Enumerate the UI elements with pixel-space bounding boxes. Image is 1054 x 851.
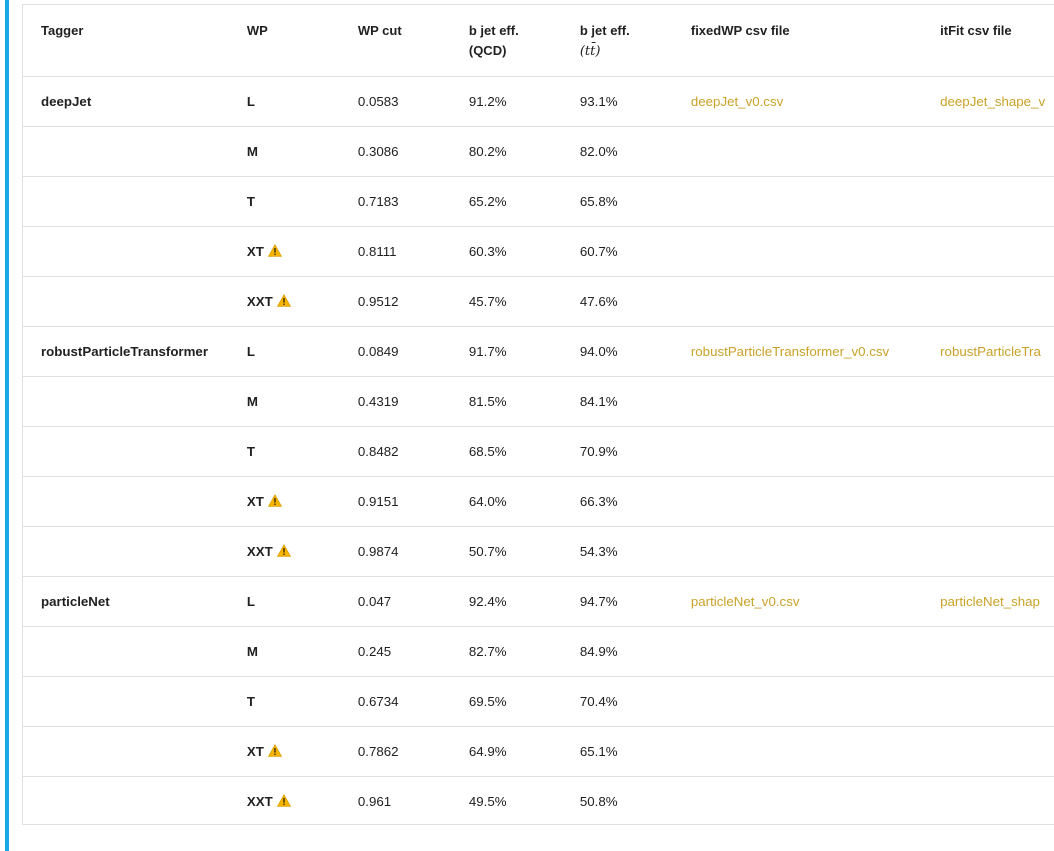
cell-tt-eff: 65.1%	[562, 726, 673, 776]
cell-qcd-eff: 92.4%	[451, 576, 562, 626]
cell-tagger	[23, 226, 229, 276]
cell-tagger	[23, 776, 229, 825]
cell-fixedwp-file	[673, 476, 922, 526]
cell-itfit-file	[922, 476, 1054, 526]
table-row	[23, 276, 1054, 326]
cell-itfit-file	[922, 676, 1054, 726]
cell-wp-cut: 0.7183	[340, 176, 451, 226]
itfit-csv-link[interactable]: particleNet_shap	[940, 593, 1040, 609]
table-row	[23, 126, 1054, 176]
cell-fixedwp-file	[673, 576, 922, 626]
cell-tagger	[23, 676, 229, 726]
wp-label: XT	[246, 243, 264, 259]
cell-tagger	[23, 626, 229, 676]
wp-label: T	[246, 193, 255, 209]
cell-wp-cut: 0.245	[340, 626, 451, 676]
cell-fixedwp-file	[673, 676, 922, 726]
cell-tt-eff: 50.8%	[579, 793, 618, 809]
itfit-csv-link[interactable]: deepJet_shape_v	[940, 93, 1046, 109]
header-wp-cut: WP cut	[340, 5, 451, 76]
cell-qcd-eff: 69.5%	[451, 676, 562, 726]
table-row	[23, 476, 1054, 526]
cell-wp-cut: 0.8482	[340, 426, 451, 476]
cell-fixedwp-file	[673, 526, 922, 576]
warning-icon	[277, 294, 291, 307]
cell-itfit-file	[922, 326, 1054, 376]
cell-tagger: particleNet	[23, 576, 229, 626]
cell-qcd-eff: 60.3%	[451, 226, 562, 276]
cell-wp	[229, 626, 340, 676]
cell-qcd-eff: 45.7%	[451, 276, 562, 326]
header-tagger: Tagger	[23, 5, 229, 76]
cell-tagger: deepJet	[23, 76, 229, 126]
header-qcd-line2: (QCD)	[468, 43, 507, 58]
cell-wp-cut: 0.9512	[340, 276, 451, 326]
header-qcd-line1: b jet eff.	[468, 23, 519, 38]
header-tt-line1: b jet eff.	[579, 23, 630, 38]
cell-tt-eff: 70.4%	[562, 676, 673, 726]
table-row	[23, 776, 1054, 825]
cell-wp	[229, 476, 340, 526]
table-row	[23, 626, 1054, 676]
cell-tagger	[23, 176, 229, 226]
cell-wp-cut: 0.7862	[340, 726, 451, 776]
cell-qcd-eff: 68.5%	[451, 426, 562, 476]
cell-fixedwp-file	[673, 76, 922, 126]
cell-tt-eff: 60.7%	[562, 226, 673, 276]
cell-itfit-file	[922, 426, 1054, 476]
header-itfit-file: itFit csv file	[922, 5, 1054, 76]
cell-tagger	[23, 376, 229, 426]
cell-fixedwp-file	[673, 426, 922, 476]
wp-label: L	[246, 343, 255, 359]
wp-label: XXT	[246, 543, 273, 559]
cell-tt-eff: 84.9%	[562, 626, 673, 676]
cell-wp-cut: 0.9874	[340, 526, 451, 576]
cell-tagger	[23, 276, 229, 326]
cell-wp-cut: 0.3086	[340, 126, 451, 176]
cell-qcd-eff: 50.7%	[451, 526, 562, 576]
table-row	[23, 526, 1054, 576]
wp-label: M	[246, 143, 258, 159]
wp-label: XXT	[246, 793, 273, 809]
cell-qcd-eff: 91.7%	[451, 326, 562, 376]
cell-itfit-file	[922, 126, 1054, 176]
wp-label: L	[246, 593, 255, 609]
cell-wp	[229, 126, 340, 176]
table-row	[23, 726, 1054, 776]
wp-label: XT	[246, 493, 264, 509]
cell-wp	[229, 376, 340, 426]
cell-qcd-eff: 91.2%	[451, 76, 562, 126]
header-tt-eff	[562, 5, 673, 76]
cell-wp	[229, 776, 340, 825]
cell-tagger	[23, 476, 229, 526]
cell-fixedwp-file	[673, 326, 922, 376]
header-fixedwp-file: fixedWP csv file	[673, 5, 922, 76]
cell-fixedwp-file	[673, 276, 922, 326]
cell-fixedwp-file	[673, 776, 922, 825]
cell-qcd-eff: 64.0%	[451, 476, 562, 526]
wp-label: T	[246, 693, 255, 709]
table-row	[23, 176, 1054, 226]
cell-wp	[229, 726, 340, 776]
cell-tagger: robustParticleTransformer	[23, 326, 229, 376]
cell-wp	[229, 426, 340, 476]
cell-tagger	[23, 426, 229, 476]
cell-wp-cut: 0.4319	[340, 376, 451, 426]
cell-itfit-file	[922, 176, 1054, 226]
wp-label: M	[246, 393, 258, 409]
cell-wp	[229, 176, 340, 226]
cell-wp-cut: 0.8111	[340, 226, 451, 276]
warning-icon	[268, 244, 282, 257]
cell-wp	[229, 526, 340, 576]
table-row	[23, 676, 1054, 726]
table-container[interactable]	[22, 4, 1054, 825]
cell-wp-cut: 0.6734	[340, 676, 451, 726]
cell-qcd-eff: 80.2%	[451, 126, 562, 176]
table-row	[23, 76, 1054, 126]
header-wp: WP	[229, 5, 340, 76]
table-row	[23, 376, 1054, 426]
header-qcd-eff	[451, 5, 562, 76]
header-row	[23, 5, 1054, 76]
wp-label: XXT	[246, 293, 273, 309]
table-row	[23, 576, 1054, 626]
warning-icon	[268, 494, 282, 507]
cell-tt-eff: 66.3%	[562, 476, 673, 526]
cell-wp	[229, 76, 340, 126]
cell-wp	[229, 226, 340, 276]
cell-qcd-eff: 49.5%	[468, 793, 507, 809]
cell-tt-eff: 70.9%	[562, 426, 673, 476]
table-row	[23, 326, 1054, 376]
table-row	[23, 426, 1054, 476]
cell-wp	[229, 276, 340, 326]
cell-qcd-eff: 65.2%	[451, 176, 562, 226]
cell-wp-cut: 0.047	[340, 576, 451, 626]
cell-fixedwp-file	[673, 376, 922, 426]
left-accent-bar	[5, 0, 9, 851]
cell-tagger	[23, 526, 229, 576]
fixedwp-csv-link[interactable]: particleNet_v0.csv	[690, 593, 800, 609]
cell-tt-eff: 93.1%	[562, 76, 673, 126]
cell-tt-eff: 82.0%	[562, 126, 673, 176]
cell-fixedwp-file	[673, 126, 922, 176]
cell-tt-eff: 94.7%	[562, 576, 673, 626]
cell-wp-cut: 0.0849	[340, 326, 451, 376]
cell-qcd-eff: 64.9%	[451, 726, 562, 776]
cell-wp-cut: 0.0583	[340, 76, 451, 126]
cell-tagger	[23, 126, 229, 176]
cell-itfit-file	[922, 376, 1054, 426]
cell-tt-eff: 47.6%	[562, 276, 673, 326]
table-header	[23, 5, 1054, 76]
wp-label: T	[246, 443, 255, 459]
cell-itfit-file	[922, 76, 1054, 126]
cell-wp-cut: 0.9151	[340, 476, 451, 526]
cell-tt-eff: 94.0%	[562, 326, 673, 376]
cell-itfit-file	[922, 276, 1054, 326]
cell-fixedwp-file	[673, 176, 922, 226]
table-row	[23, 226, 1054, 276]
header-tt-line2: (tt̄)	[579, 44, 601, 59]
warning-icon	[277, 794, 291, 807]
cell-fixedwp-file	[673, 226, 922, 276]
cell-itfit-file	[922, 776, 1054, 825]
warning-icon	[277, 544, 291, 557]
cell-qcd-eff: 82.7%	[451, 626, 562, 676]
cell-fixedwp-file	[673, 726, 922, 776]
wp-label: M	[246, 643, 258, 659]
fixedwp-csv-link[interactable]: robustParticleTransformer_v0.csv	[690, 343, 890, 359]
cell-tt-eff: 65.8%	[562, 176, 673, 226]
cell-qcd-eff: 81.5%	[451, 376, 562, 426]
table-body	[23, 76, 1054, 825]
cell-tagger	[23, 726, 229, 776]
warning-icon	[268, 744, 282, 757]
cell-tt-eff: 54.3%	[562, 526, 673, 576]
cell-fixedwp-file	[673, 626, 922, 676]
cell-itfit-file	[922, 526, 1054, 576]
fixedwp-csv-link[interactable]: deepJet_v0.csv	[690, 93, 784, 109]
cell-itfit-file	[922, 226, 1054, 276]
cell-wp	[229, 676, 340, 726]
itfit-csv-link[interactable]: robustParticleTra	[940, 343, 1041, 359]
cell-tt-eff: 84.1%	[562, 376, 673, 426]
cell-itfit-file	[922, 576, 1054, 626]
wp-label: L	[246, 93, 255, 109]
cell-itfit-file	[922, 626, 1054, 676]
cell-wp-cut: 0.961	[357, 793, 392, 809]
working-points-table	[23, 5, 1054, 825]
cell-wp	[229, 326, 340, 376]
cell-wp	[229, 576, 340, 626]
wp-label: XT	[246, 743, 264, 759]
cell-itfit-file	[922, 726, 1054, 776]
